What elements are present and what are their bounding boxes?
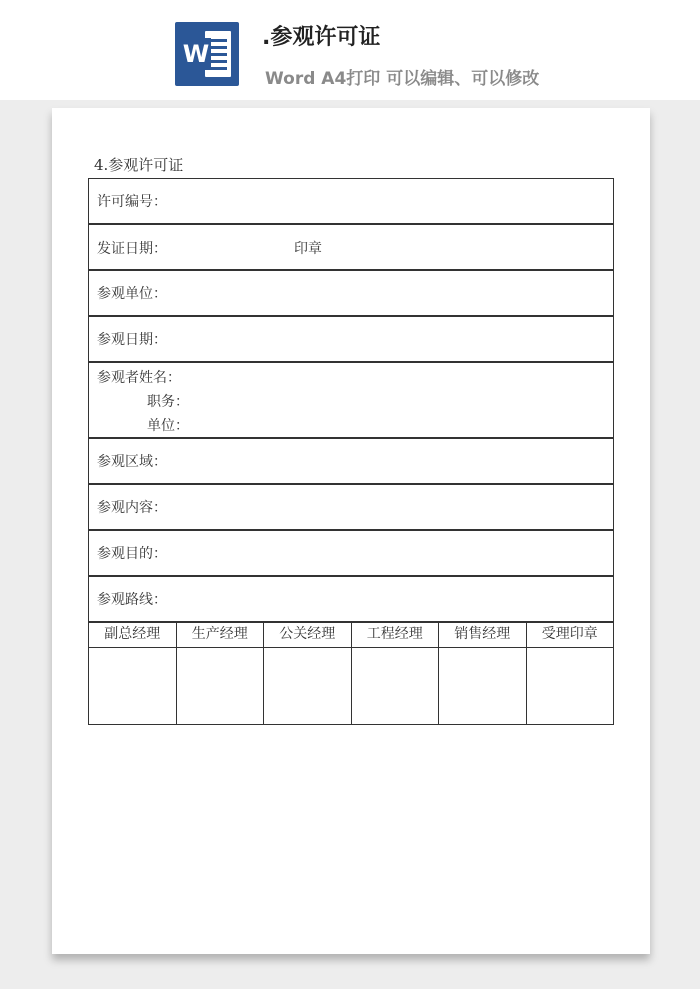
seal-label: 印章 — [294, 241, 322, 257]
word-letter-glyph: W — [182, 40, 210, 68]
page-header — [0, 0, 700, 100]
visitor-info-row — [89, 363, 613, 439]
word-document-icon — [175, 22, 239, 86]
visit-content-label: 参观内容： — [97, 500, 167, 516]
permit-form-table — [88, 178, 614, 725]
signature-header-cell: 受理印章 — [541, 626, 598, 642]
visiting-unit-row — [89, 271, 613, 317]
signature-blank-cell — [439, 648, 527, 724]
visit-date-row — [89, 317, 613, 363]
document-subtitle: Word A4打印 可以编辑、可以修改 — [265, 69, 540, 89]
signature-blank-cell — [264, 648, 352, 724]
visitor-unit-label: 单位： — [147, 418, 189, 434]
signature-header-cell: 生产经理 — [177, 623, 265, 647]
signature-blank-cell — [177, 648, 265, 724]
signature-header-row — [89, 623, 613, 648]
issue-date-label: 发证日期： — [97, 241, 167, 257]
signature-body-row — [89, 648, 613, 724]
issue-date-row — [89, 225, 613, 271]
visitor-position-label: 职务： — [147, 394, 189, 410]
form-title: 4.参观许可证 — [94, 156, 184, 174]
visit-content-row — [89, 485, 613, 531]
visit-purpose-row — [89, 531, 613, 577]
signature-blank-cell — [527, 648, 614, 724]
visit-purpose-label: 参观目的： — [97, 546, 167, 562]
visit-area-label: 参观区域： — [97, 454, 167, 470]
visit-route-label: 参观路线： — [97, 592, 167, 608]
signature-header-cell: 工程经理 — [352, 623, 440, 647]
visit-date-label: 参观日期： — [97, 332, 167, 348]
visiting-unit-label: 参观单位： — [97, 286, 167, 302]
permit-number-row — [89, 179, 613, 225]
signature-blank-cell — [352, 648, 440, 724]
visit-route-row — [89, 577, 613, 623]
visitor-name-label: 参观者姓名： — [97, 370, 181, 386]
signature-header-cell: 副总经理 — [89, 623, 177, 647]
document-title: .参观许可证 — [262, 25, 381, 50]
signature-blank-cell — [89, 648, 177, 724]
permit-number-label: 许可编号： — [97, 194, 167, 210]
signature-header-cell: 销售经理 — [439, 623, 527, 647]
signature-header-cell: 公关经理 — [264, 623, 352, 647]
visit-area-row — [89, 439, 613, 485]
